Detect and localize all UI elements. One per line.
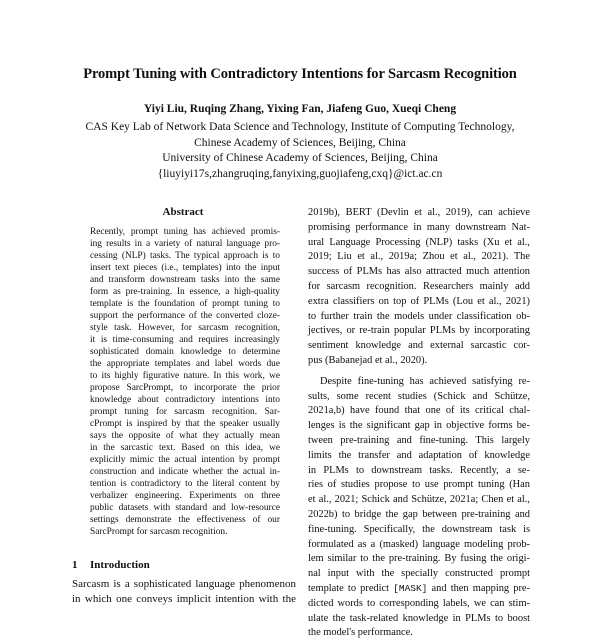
body-paragraph [308, 206, 530, 369]
text-line: verbalizer engineering. Experiments on three [90, 491, 280, 501]
text-line: 2022b) to bridge the gap between pre-training and [308, 508, 530, 520]
right-column [308, 206, 530, 641]
text-line: explicitly mimic the actual intention by prompt [90, 455, 280, 465]
text-line: promising performance in many downstream Nat- [308, 221, 530, 233]
text-line: in PLMs to downstream tasks. Recently, a se- [308, 464, 530, 476]
mask-token: [MASK] [393, 582, 428, 594]
text-line: limits the transfer and adaptation of knowledge [308, 449, 530, 461]
text-line: cessing (NLP) tasks. The typical approach is to [90, 251, 280, 261]
text-line: in the sarcastic text. Based on this idea, we [90, 443, 280, 453]
text-line: style task. However, for sarcasm recognition, [90, 323, 280, 333]
text-line: insert text pieces (i.e., templates) into the input [90, 263, 280, 273]
text-line: form as pre-training. In essence, a high-quality [90, 287, 280, 297]
text-line: propose SarcPrompt, to incorporate the prior [90, 383, 280, 393]
body-paragraph [308, 375, 530, 641]
text-line: nal input with the specially constructed prompt [308, 568, 530, 580]
text-line: ing results in a variety of natural language pro- [90, 239, 280, 249]
section-number: 1 [72, 559, 78, 571]
text-line: sophisticated domain knowledge to determine [90, 347, 280, 357]
text-line: support the performance of the converted cloze- [90, 311, 280, 321]
abstract-heading: Abstract [162, 206, 204, 218]
text-line: sentiment knowledge and external sarcastic cor- [308, 340, 530, 352]
text-line: template is the foundation of prompt tuning to [90, 299, 280, 309]
text-line: prompt tuning for sarcasm recognition. Sar- [90, 407, 280, 417]
text-span: and then mapping pre- [427, 582, 530, 594]
text-line: it is time-consuming and requires increasingly [90, 335, 280, 345]
author-emails: {liuyiyi17s,zhangruqing,fanyixing,guojiafeng,cxq}@ict.ac.cn [157, 167, 443, 180]
text-line: construction and indicate whether the actual in- [90, 467, 280, 477]
text-line: knowledge about contradictory intentions into [90, 395, 280, 405]
text-line: lenges is the significant gap in objective forms be- [308, 420, 530, 432]
text-line: says the opposite of what they actually mean [90, 431, 280, 441]
text-line: settings demonstrate the effectiveness of our [90, 515, 280, 525]
text-line: 2019; Liu et al., 2019a; Zhou et al., 2021). The [308, 251, 530, 263]
text-line: dicted words to corresponding labels, we can stim- [308, 597, 530, 609]
text-line: success of PLMs has also attracted much attention [308, 266, 530, 278]
affiliations [20, 120, 580, 182]
text-line: fine-tuning. Specifically, the downstream task is [308, 523, 530, 535]
text-line: lem similar to the pre-training. By fusing the origi- [308, 553, 530, 565]
text-line: the model's performance. [308, 627, 413, 639]
section-title: Introduction [90, 559, 150, 571]
text-line: and transform downstream tasks into the same [90, 275, 280, 285]
paper-title: Prompt Tuning with Contradictory Intentions for Sarcasm Recognition [83, 66, 517, 82]
text-line: Sarcasm is a sophisticated language phenomenon [72, 578, 296, 590]
text-line: Recently, prompt tuning has achieved promis- [90, 227, 280, 237]
text-line: ries of studies propose to use prompt tuning (Han [308, 479, 530, 491]
text-line: for sarcasm recognition. Researchers mainly add [308, 280, 530, 292]
text-line: ulate the task-related knowledge in PLMs to boost [308, 612, 530, 624]
section-heading-introduction [72, 559, 294, 571]
text-line: the appropriate templates and label words due [90, 359, 280, 369]
author-list: Yiyi Liu, Ruqing Zhang, Yixing Fan, Jiafeng Guo, Xueqi Cheng [143, 103, 457, 115]
text-line: 2021a,b) have found that one of its critical chal- [308, 405, 530, 417]
text-line: sults, some recent studies (Schick and Schütze, [308, 390, 530, 402]
text-line: to further train the models under classification ob- [308, 310, 530, 322]
text-line [308, 582, 530, 597]
text-line: jectives, or re-train popular PLMs by incorporating [308, 325, 530, 337]
affiliation-line: CAS Key Lab of Network Data Science and Technology, Institute of Computing Technology, [85, 121, 515, 133]
text-line: to its highly figurative nature. In this work, we [90, 371, 280, 381]
text-line: in which one conveys implicit intention with the [72, 593, 296, 605]
text-line: et al., 2021; Schick and Schütze, 2021a; Chen et al., [308, 494, 530, 506]
text-line: 2019b), BERT (Devlin et al., 2019), can achieve [308, 207, 530, 218]
text-line: public datasets with standard and low-resource [90, 503, 280, 513]
text-line: pus (Babanejad et al., 2020). [308, 354, 428, 366]
text-line: cPrompt is inspired by that the speaker usually [90, 419, 280, 429]
introduction-text [72, 577, 296, 607]
affiliation-line: University of Chinese Academy of Sciences, Beijing, China [162, 152, 438, 164]
text-line: tention is contradictory to the literal content by [90, 479, 280, 489]
text-line: tween pre-training and fine-tuning. This largely [308, 434, 530, 446]
affiliation-line: Chinese Academy of Sciences, Beijing, China [194, 136, 406, 149]
abstract-text [90, 226, 280, 538]
text-line: ural Language Processing (NLP) tasks (Xu et al., [308, 236, 530, 248]
text-line: Despite fine-tuning has achieved satisfying re- [320, 375, 530, 387]
text-line: extra classifiers on top of PLMs (Lou et al., 2021) [308, 295, 530, 307]
text-line: formulated as a (masked) language modeling prob- [308, 538, 530, 550]
text-line: SarcPrompt for sarcasm recognition. [90, 527, 228, 537]
text-span: template to predict [308, 582, 394, 594]
